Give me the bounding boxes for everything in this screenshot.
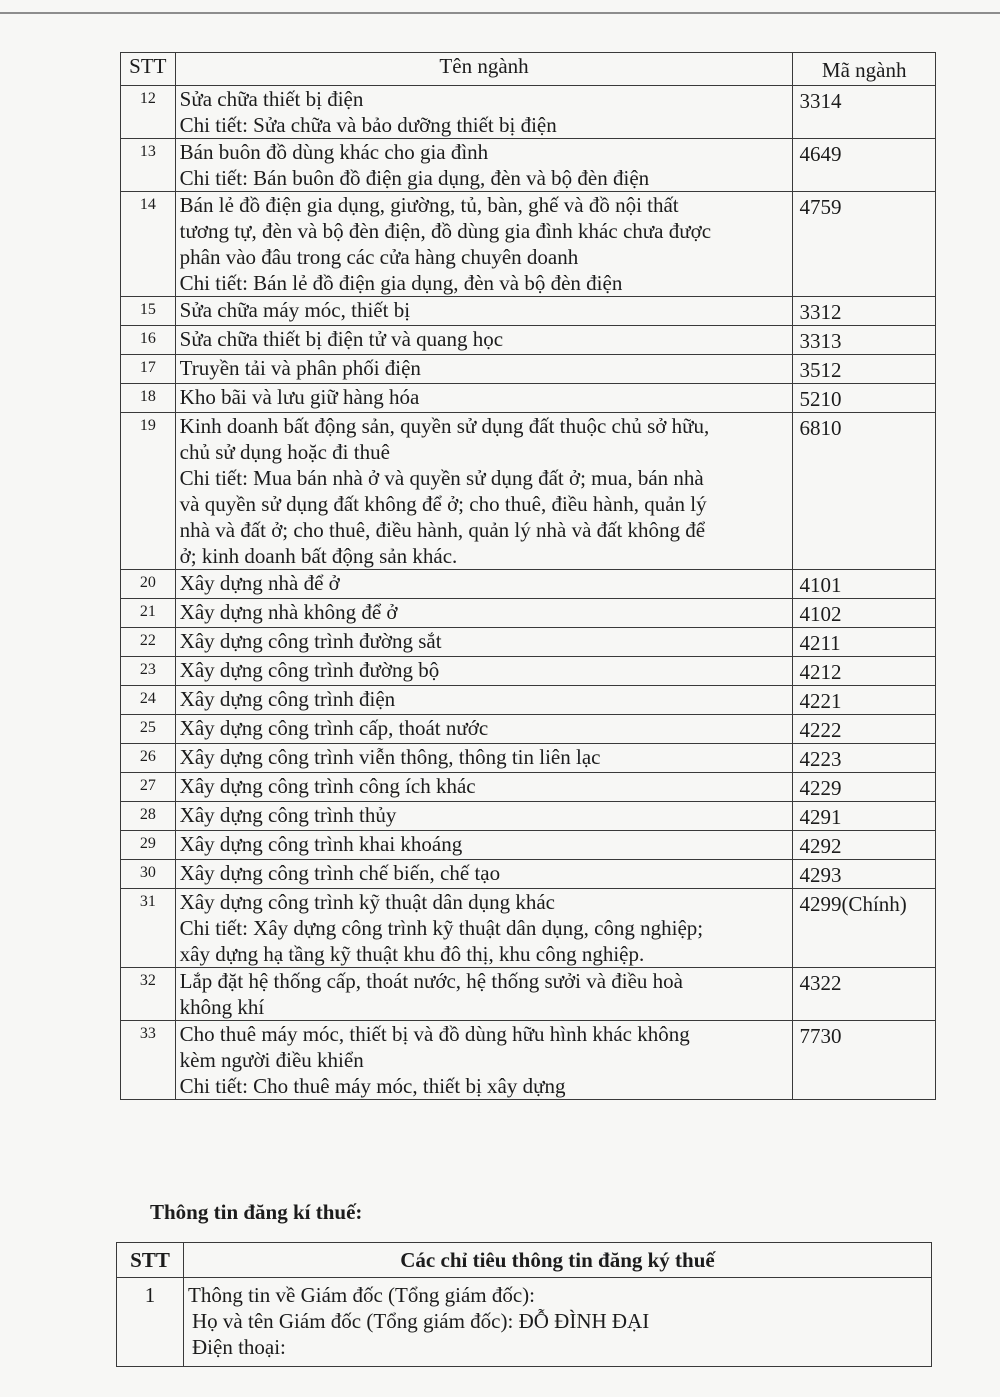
row-name-line: Sửa chữa thiết bị điện	[179, 87, 364, 111]
row-stt: 15	[121, 297, 176, 326]
tax-row-content	[184, 1278, 932, 1367]
table-row	[121, 831, 936, 860]
row-name	[175, 802, 793, 831]
row-stt: 32	[121, 968, 176, 1021]
row-name-line: Truyền tải và phân phối điện	[179, 356, 421, 380]
table-row	[121, 628, 936, 657]
row-name-line: Xây dựng công trình viễn thông, thông tin liên lạc	[179, 745, 601, 769]
row-name-line: Chi tiết: Mua bán nhà ở và quyền sử dụng đất ở; mua, bán nhà	[179, 466, 704, 490]
row-name-line: tương tự, đèn và bộ đèn điện, đồ dùng gia đình khác chưa được	[179, 219, 712, 243]
table-row	[121, 192, 936, 297]
row-stt: 26	[121, 744, 176, 773]
row-name	[175, 384, 793, 413]
row-name-line: Kho bãi và lưu giữ hàng hóa	[179, 385, 420, 409]
table-row	[121, 686, 936, 715]
header-code: Mã ngành	[793, 53, 936, 86]
row-code: 4101	[793, 570, 936, 599]
row-name-line: Chi tiết: Cho thuê máy móc, thiết bị xây dựng	[179, 1074, 566, 1098]
row-stt: 23	[121, 657, 176, 686]
scan-top-edge	[0, 12, 1000, 14]
row-stt: 22	[121, 628, 176, 657]
table-row	[121, 802, 936, 831]
row-name-line: Sửa chữa thiết bị điện tử và quang học	[179, 327, 504, 351]
row-name	[175, 297, 793, 326]
tax-header-stt: STT	[117, 1243, 184, 1278]
tax-header-content: Các chỉ tiêu thông tin đăng ký thuế	[184, 1243, 932, 1278]
row-name-line: Xây dựng công trình khai khoáng	[179, 832, 463, 856]
row-code: 3512	[793, 355, 936, 384]
row-name-line: Xây dựng công trình điện	[179, 687, 396, 711]
header-stt: STT	[121, 53, 176, 86]
row-name-line: Xây dựng công trình chế biến, chế tạo	[179, 861, 501, 885]
row-code: 4221	[793, 686, 936, 715]
row-code: 4211	[793, 628, 936, 657]
row-code: 4759	[793, 192, 936, 297]
table-row	[121, 773, 936, 802]
row-code: 4229	[793, 773, 936, 802]
row-name-line: Xây dựng nhà không để ở	[179, 600, 398, 624]
row-stt: 29	[121, 831, 176, 860]
row-name	[175, 773, 793, 802]
row-name-line: phân vào đâu trong các cửa hàng chuyên doanh	[179, 245, 579, 269]
row-name	[175, 570, 793, 599]
row-name-line: Xây dựng công trình đường bộ	[179, 658, 440, 682]
row-stt: 31	[121, 889, 176, 968]
row-code: 3314	[793, 86, 936, 139]
row-name	[175, 657, 793, 686]
row-stt: 25	[121, 715, 176, 744]
row-code: 6810	[793, 413, 936, 570]
row-stt: 27	[121, 773, 176, 802]
table-row	[121, 889, 936, 968]
table-row	[121, 384, 936, 413]
row-code: 7730	[793, 1021, 936, 1100]
tax-info-table	[116, 1242, 932, 1367]
row-code: 4223	[793, 744, 936, 773]
row-name	[175, 192, 793, 297]
row-name-line: và quyền sử dụng đất không để ở; cho thuê, điều hành, quản lý	[179, 492, 707, 516]
row-name	[175, 628, 793, 657]
row-name-line: Chi tiết: Xây dựng công trình kỹ thuật dân dụng, công nghiệp;	[179, 916, 704, 940]
row-name-line: không khí	[179, 995, 265, 1019]
table-row	[121, 413, 936, 570]
table-row	[121, 139, 936, 192]
row-name-line: Chi tiết: Sửa chữa và bảo dưỡng thiết bị điện	[179, 113, 557, 137]
table-row	[121, 570, 936, 599]
business-table-body	[121, 86, 936, 1100]
row-name-line: Xây dựng công trình thủy	[179, 803, 397, 827]
tax-row	[117, 1278, 932, 1367]
row-name-line: Chi tiết: Bán lẻ đồ điện gia dụng, đèn và bộ đèn điện	[179, 271, 623, 295]
table-row	[121, 744, 936, 773]
tax-header-row	[117, 1243, 932, 1278]
row-stt: 30	[121, 860, 176, 889]
row-name	[175, 860, 793, 889]
table-row	[121, 657, 936, 686]
row-name-line: nhà và đất ở; cho thuê, điều hành, quản lý nhà và đất không để	[179, 518, 706, 542]
row-name-line: Xây dựng công trình kỹ thuật dân dụng khác	[179, 890, 555, 914]
row-name	[175, 1021, 793, 1100]
row-code: 4299(Chính)	[793, 889, 936, 968]
header-name: Tên ngành	[175, 53, 793, 86]
table-row	[121, 860, 936, 889]
row-name-line: Xây dựng công trình cấp, thoát nước	[179, 716, 489, 740]
row-name-line: kèm người điều khiển	[179, 1048, 364, 1072]
row-name	[175, 831, 793, 860]
row-name-line: ở; kinh doanh bất động sản khác.	[179, 544, 458, 568]
row-stt: 24	[121, 686, 176, 715]
table-row	[121, 297, 936, 326]
tax-section-heading: Thông tin đăng kí thuế:	[150, 1200, 363, 1224]
business-lines-table	[120, 52, 936, 1100]
row-name-line: Bán buôn đồ dùng khác cho gia đình	[179, 140, 489, 164]
tax-row-stt: 1	[117, 1278, 184, 1367]
row-name	[175, 744, 793, 773]
row-stt: 17	[121, 355, 176, 384]
row-name-line: xây dựng hạ tầng kỹ thuật khu đô thị, khu công nghiệp.	[179, 942, 645, 966]
row-name-line: Kinh doanh bất động sản, quyền sử dụng đất thuộc chủ sở hữu,	[179, 414, 710, 438]
row-name-line: Xây dựng công trình đường sắt	[179, 629, 442, 653]
row-code: 4293	[793, 860, 936, 889]
row-name-line: Chi tiết: Bán buôn đồ điện gia dụng, đèn và bộ đèn điện	[179, 166, 650, 190]
row-code: 4222	[793, 715, 936, 744]
row-name	[175, 139, 793, 192]
tax-row-line: Điện thoại:	[192, 1335, 286, 1359]
row-name	[175, 599, 793, 628]
row-name	[175, 715, 793, 744]
tax-row-line: Thông tin về Giám đốc (Tổng giám đốc):	[188, 1283, 536, 1307]
row-stt: 14	[121, 192, 176, 297]
table-row	[121, 715, 936, 744]
row-stt: 20	[121, 570, 176, 599]
row-name-line: Xây dựng nhà để ở	[179, 571, 340, 595]
row-stt: 16	[121, 326, 176, 355]
tax-table-body	[117, 1278, 932, 1367]
row-stt: 19	[121, 413, 176, 570]
row-name-line: Lắp đặt hệ thống cấp, thoát nước, hệ thống sưởi và điều hoà	[179, 969, 683, 993]
row-name	[175, 355, 793, 384]
row-stt: 21	[121, 599, 176, 628]
row-stt: 12	[121, 86, 176, 139]
row-name	[175, 686, 793, 715]
row-name	[175, 968, 793, 1021]
row-name	[175, 326, 793, 355]
row-name-line: Cho thuê máy móc, thiết bị và đồ dùng hữu hình khác không	[179, 1022, 690, 1046]
row-name-line: chủ sử dụng hoặc đi thuê	[179, 440, 390, 464]
row-code: 4291	[793, 802, 936, 831]
row-code: 4212	[793, 657, 936, 686]
row-code: 5210	[793, 384, 936, 413]
row-code: 4102	[793, 599, 936, 628]
row-code: 3312	[793, 297, 936, 326]
table-row	[121, 599, 936, 628]
row-code: 4649	[793, 139, 936, 192]
row-name	[175, 86, 793, 139]
row-code: 4292	[793, 831, 936, 860]
row-code: 4322	[793, 968, 936, 1021]
row-name	[175, 889, 793, 968]
row-stt: 33	[121, 1021, 176, 1100]
row-name-line: Sửa chữa máy móc, thiết bị	[179, 298, 411, 322]
table-row	[121, 1021, 936, 1100]
row-stt: 18	[121, 384, 176, 413]
tax-row-line: Họ và tên Giám đốc (Tổng giám đốc): ĐỖ ĐÌNH ĐẠI	[192, 1309, 650, 1333]
row-name-line: Xây dựng công trình công ích khác	[179, 774, 476, 798]
row-name-line: Bán lẻ đồ điện gia dụng, giường, tủ, bàn, ghế và đồ nội thất	[179, 193, 679, 217]
row-name	[175, 413, 793, 570]
table-row	[121, 326, 936, 355]
row-stt: 28	[121, 802, 176, 831]
row-stt: 13	[121, 139, 176, 192]
table-row	[121, 968, 936, 1021]
table-header-row	[121, 53, 936, 86]
table-row	[121, 86, 936, 139]
table-row	[121, 355, 936, 384]
row-code: 3313	[793, 326, 936, 355]
